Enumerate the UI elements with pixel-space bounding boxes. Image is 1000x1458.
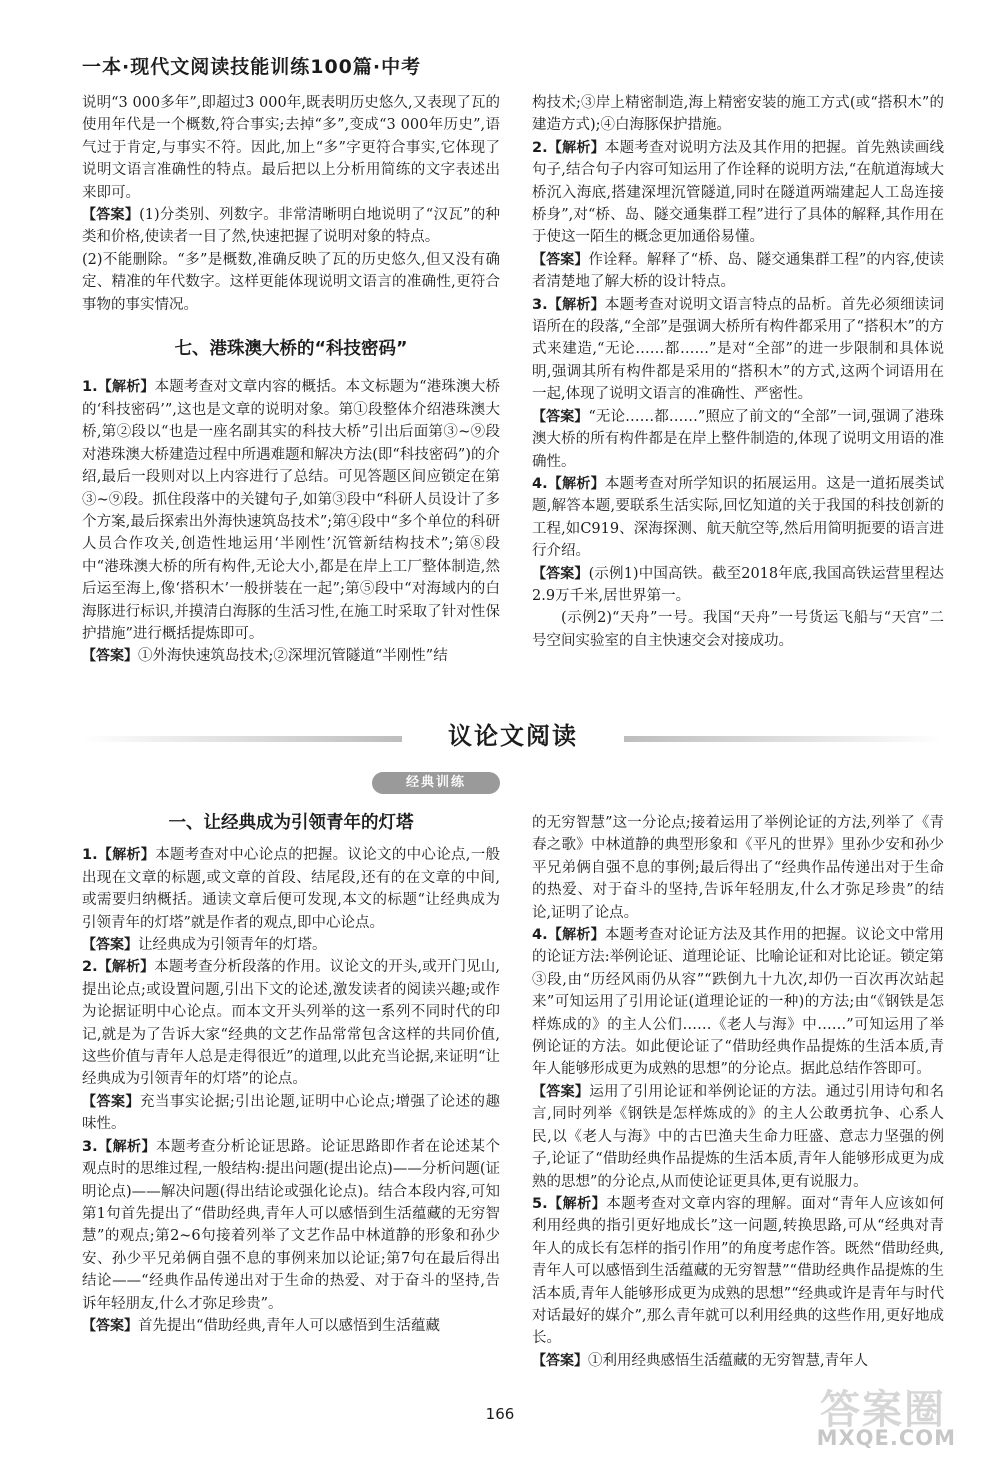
question-number: 4.: [532, 927, 548, 944]
question-number: 3.: [82, 1138, 98, 1155]
question-5: [532, 1193, 944, 1350]
answer-text-2: (示例2)“天舟”一号。我国“天舟”一号货运飞船与“天宫”二号空间实验室的自主快速交会对接成功。: [532, 610, 944, 649]
answer-text: (示例1)中国高铁。截至2018年底,我国高铁运营里程达2.9万千米,居世界第一。: [532, 565, 944, 604]
analysis-tag: 【解析】: [547, 1195, 607, 1212]
answer-tag: 【答案】: [532, 1083, 590, 1100]
analysis-text: 本题考查对所学知识的拓展运用。这是一道拓展类试题,解答本题,要联系生活实际,回忆知道的关于我国的科技创新的工程,如C919、深海探测、航天航空等,然后用简明扼要的语言进行介绍。: [532, 475, 945, 560]
section-title: 一、让经典成为引领青年的灯塔: [168, 813, 414, 833]
answer-text: 让经典成为引领青年的灯塔。: [138, 937, 327, 954]
section-banner: [82, 716, 944, 760]
question-1: [82, 844, 500, 934]
section-title: 七、港珠澳大桥的“科技密码”: [174, 339, 408, 360]
answer-tag: 【答案】: [82, 207, 140, 224]
analysis-tag: 【解析】: [547, 475, 605, 492]
analysis-text: 本题考查对论证方法及其作用的把握。议论文中常用的论证方法:举例论证、道理论证、比喻论证和对比论证。锁定第③段,由“历经风雨仍从容”“跌倒九十九次,却仍一百次再次站起来”可知运用了引用论证(道理论证的一种)的方法;由“《钢铁是怎样炼成的》的主人公们……《老人与海》中……”可知运用了举例论证的方法。如此便论证了“借助经典作品提炼的生活本质,青年人能够形成更为成熟的思想”的分论点。据此总结作答即可。: [532, 927, 945, 1078]
banner-title: 议论文阅读: [448, 722, 578, 750]
analysis-tag: 【解析】: [97, 847, 156, 864]
analysis-tag: 【解析】: [547, 139, 605, 156]
answer-block: [82, 204, 500, 249]
running-header: 一本·现代文阅读技能训练100篇·中考: [82, 56, 422, 78]
answer-text: 作诠释。解释了“桥、岛、隧交通集群工程”的内容,使读者清楚地了解大桥的设计特点。: [532, 251, 945, 291]
answer-text: 运用了引用论证和举例论证的方法。通过引用诗句和名言,同时列举《钢铁是怎样炼成的》的主人公敢勇抗争、心系人民,以《老人与海》中的古巴渔夫生命力旺盛、意志力坚强的例子,论证了“借助经典作品提炼的生活本质,青年人能够形成更为成熟的思想”的分论点,从而使论证更具体,更有说服力。: [532, 1083, 945, 1190]
right-column-bottom: [532, 812, 944, 1372]
answer-text: (1)分类别、列数字。非常清晰明白地说明了“汉瓦”的种类和价格,使读者一目了然,快速把握了说明对象的特点。: [82, 207, 500, 246]
answer-text: 首先提出“借助经典,青年人可以感悟到生活蕴藏: [138, 1317, 441, 1334]
question-number: 2.: [532, 139, 548, 156]
question-4: [532, 473, 944, 563]
question-2: [82, 956, 500, 1090]
answer-tag: 【答案】: [532, 251, 589, 268]
training-badge: 经典训练: [372, 772, 500, 794]
answer-tag: 【答案】: [82, 648, 138, 665]
paragraph-continued: 的无穷智慧”这一分论点;接着运用了举例论证的方法,列举了《青春之歌》中林道静的典型形象和《平凡的世界》里孙少安和孙少平兄弟俩自强不息的事例;最后得出了“经典作品传递出对于生命的热爱、对于奋斗的坚持,告诉年轻朋友,什么才弥足珍贵”的结论,证明了论点。: [532, 815, 944, 921]
question-1: [82, 376, 500, 645]
analysis-text: 本题考查分析段落的作用。议论文的开头,或开门见山,提出论点;或设置问题,引出下文的论述,激发读者的阅读兴趣;或作为论据证明中心论点。而本文开头列举的这一系列不同时代的印记,就是为了告诉大家“经典的文艺作品常常包含这样的共同价值,这些价值与青年人总是走得很近”的道理,以此充当论据,来证明“让经典成为引领青年的灯塔”的论点。: [82, 959, 501, 1088]
answer-block: [82, 934, 500, 956]
answer-block: [82, 1315, 500, 1337]
left-column-bottom: [82, 812, 500, 1337]
question-3: [82, 1136, 500, 1315]
analysis-text: 本题考查对说明文语言特点的品析。首先必须细读词语所在的段落,“全部”是强调大桥所有构件都采用了“搭积木”的方式来建造,“无论……都……”是对“全部”的进一步限制和具体说明,强调其所有构件都是采用的“搭积木”的方式,这两个词语用在一起,体现了说明文语言的准确性、严密性。: [532, 296, 945, 403]
answer-text: “无论……都……”照应了前文的“全部”一词,强调了港珠澳大桥的所有构件都是在岸上整件制造的,体现了说明文用语的准确性。: [532, 408, 944, 470]
analysis-text: 本题考查对文章内容的理解。面对“青年人应该如何利用经典的指引更好地成长”这一问题,转换思路,可从“经典对青年人的成长有怎样的指引作用”的角度考虑作答。既然“借助经典,青年人可以感悟到生活蕴藏的无穷智慧”“借助经典作品提炼的生活本质,青年人能够形成更为成熟的思想”“经典或许是青年与时代对话最好的媒介”,那么青年就可以利用经典的这些作用,更好地成长。: [532, 1195, 944, 1347]
answer-tag: 【答案】: [82, 937, 138, 954]
answer-block: [82, 1091, 500, 1136]
watermark-logo: 答案圈: [820, 1387, 946, 1433]
question-number: 4.: [532, 475, 548, 492]
answer-text-2: (2)不能删除。“多”是概数,准确反映了瓦的历史悠久,但又没有确定、精准的年代数字。这样更能体现说明文语言的准确性,更符合事物的事实情况。: [82, 251, 500, 313]
question-3: [532, 294, 944, 406]
analysis-text: 本题考查分析论证思路。论证思路即作者在论述某个观点时的思维过程,一般结构:提出问题(提出论点)——分析问题(证明论点)——解决问题(得出结论或强化论点)。结合本段内容,可知第1句首先提出了“借助经典,青年人可以感悟到生活蕴藏的无穷智慧”的观点;第2~6句接着列举了文艺作品中林道静的形象和孙少安、孙少平兄弟俩自强不息的事例来加以论证;第7句在最后得出结论——“经典作品传递出对于生命的热爱、对于奋斗的坚持,告诉年轻朋友,什么才弥足珍贵”。: [82, 1138, 501, 1312]
watermark: [780, 1378, 956, 1452]
watermark-url: MXQE.COM: [816, 1426, 956, 1450]
answer-block: [532, 406, 944, 473]
answer-text: ①外海快速筑岛技术;②深埋沉管隧道“半刚性”结: [138, 648, 448, 665]
page-number: 166: [485, 1405, 515, 1423]
answer-tag: 【答案】: [82, 1317, 138, 1334]
answer-block: [532, 1081, 944, 1193]
question-number: 2.: [82, 959, 98, 976]
question-number: 1.: [82, 379, 98, 396]
paragraph-continued: 构技术;③岸上精密制造,海上精密安装的施工方式(或“搭积木”的建造方式);④白海豚保护措施。: [532, 95, 944, 134]
analysis-text: 本题考查对说明方法及其作用的把握。首先熟读画线句子,结合句子内容可知运用了作诠释的说明方法,“在航道海域大桥沉入海底,搭建深埋沉管隧道,同时在隧道两端建起人工岛连接桥身”,对“桥、岛、隧交通集群工程”进行了具体的解释,其作用在于使这一陌生的概念更加通俗易懂。: [532, 139, 945, 246]
analysis-tag: 【解析】: [547, 296, 605, 313]
answer-tag: 【答案】: [532, 408, 589, 425]
answer-tag: 【答案】: [532, 1352, 588, 1369]
analysis-tag: 【解析】: [97, 959, 155, 976]
answer-block: [532, 1350, 944, 1372]
analysis-tag: 【解析】: [97, 379, 155, 396]
question-number: 5.: [532, 1195, 548, 1212]
answer-tag: 【答案】: [532, 565, 589, 582]
question-4: [532, 924, 944, 1081]
analysis-tag: 【解析】: [97, 1138, 156, 1155]
analysis-text: 本题考查对中心论点的把握。议论文的中心论点,一般出现在文章的标题,或文章的首段、结尾段,还有的在文章的中间,或需要归纳概括。通读文章后便可发现,本文的标题“让经典成为引领青年的灯塔”就是作者的观点,即中心论点。: [82, 847, 501, 931]
analysis-tag: 【解析】: [547, 927, 605, 944]
analysis-text: 本题考查对文章内容的概括。本文标题为“港珠澳大桥的‘科技密码’”,这也是文章的说明对象。第①段整体介绍港珠澳大桥,第②段以“也是一座名副其实的科技大桥”引出后面第③~⑨段对港珠澳大桥建造过程中所遇难题和解决方法(即“科技密码”)的介绍,最后一段则对以上内容进行了总结。可见答题区间应锁定在第③~⑨段。抓住段落中的关键句子,如第③段中“科研人员设计了多个方案,最后探索出外海快速筑岛技术”;第④段中“多个单位的科研人员合作攻关,创造性地运用‘半刚性’沉管新结构技术”;第⑧段中“港珠澳大桥的所有构件,无论大小,都是在岸上工厂整体制造,然后运至海上,像‘搭积木’一般拼装在一起”;第⑤段中“对海域内的白海豚进行标识,并摸清白海豚的生活习性,在施工时采取了针对性保护措施”进行概括提炼即可。: [82, 379, 500, 642]
answer-block: [532, 563, 944, 608]
answer-tag: 【答案】: [82, 1093, 140, 1110]
question-2: [532, 137, 944, 249]
answer-block: [82, 645, 500, 667]
answer-text: ①利用经典感悟生活蕴藏的无穷智慧,青年人: [588, 1352, 869, 1369]
right-column-top: [532, 92, 944, 652]
answer-text: 充当事实论据;引出论题,证明中心论点;增强了论述的趣味性。: [82, 1093, 500, 1133]
answer-block: [532, 249, 944, 294]
question-number: 1.: [82, 847, 98, 864]
question-number: 3.: [532, 296, 548, 313]
paragraph-continued: 说明“3 000多年”,即超过3 000年,既表明历史悠久,又表现了瓦的使用年代是一个概数,符合事实;去掉“多”,变成“3 000年历史”,语气过于肯定,与事实不符。因此,加上“多”字更符合事实,它体现了说明文语言准确性的特点。最后把以上分析用简练的文字表述出来即可。: [82, 95, 500, 201]
left-column-top: [82, 92, 500, 668]
